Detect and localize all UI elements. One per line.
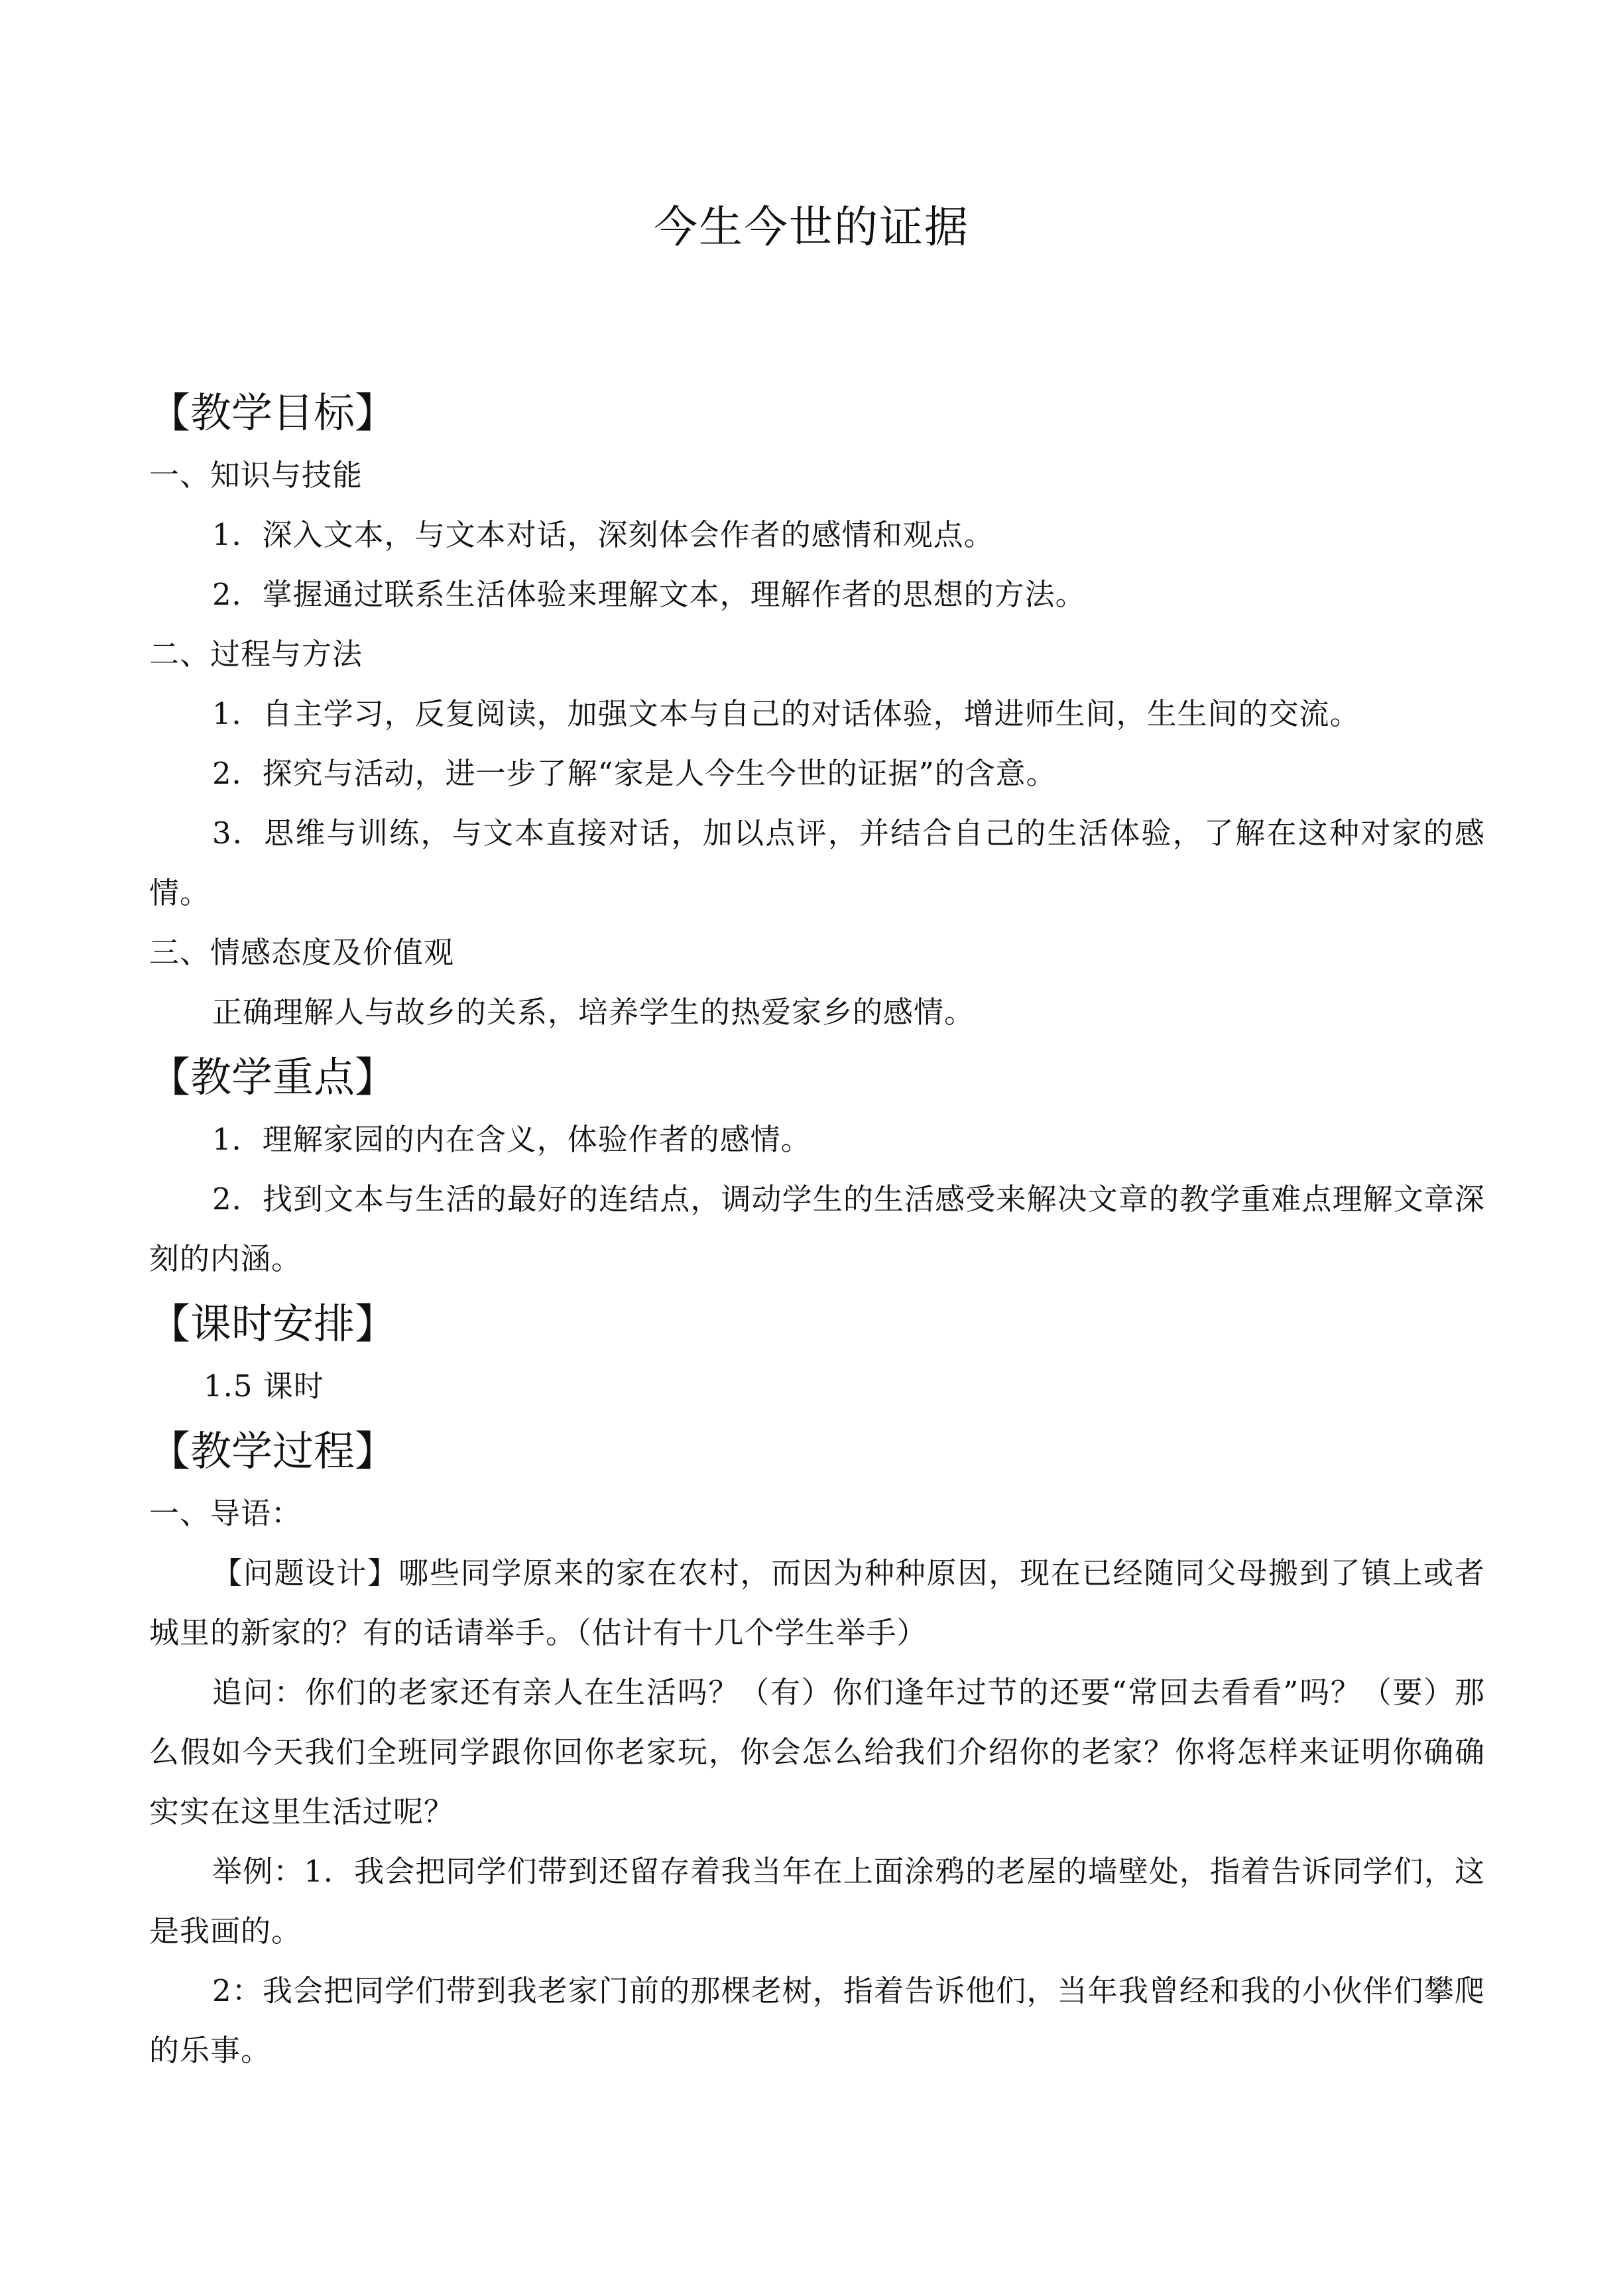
section-heading-objectives: 【教学目标】 (149, 389, 396, 437)
paragraph: 追问：你们的老家还有亲人在生活吗？（有）你们逢年过节的还要“常回去看看”吗？（要）那么假如今天我们全班同学跟你回你老家玩，你会怎么给我们介绍你的老家？你将怎样来证明你确确实实在这里生活过呢？ (149, 1675, 1485, 1829)
list-item: 2．找到文本与生活的最好的连结点，调动学生的生活感受来解决文章的教学重难点理解文章深刻的内涵。 (149, 1181, 1485, 1276)
paragraph: 2：我会把同学们带到我老家门前的那棵老树，指着告诉他们，当年我曾经和我的小伙伴们攀爬的乐事。 (149, 1973, 1485, 2068)
paragraph: 正确理解人与故乡的关系，培养学生的热爱家乡的感情。 (212, 995, 975, 1030)
list-item: 1．深入文本，与文本对话，深刻体会作者的感情和观点。 (212, 517, 994, 552)
list-item: 2．掌握通过联系生活体验来理解文本，理解作者的思想的方法。 (212, 577, 1086, 612)
section-heading-process: 【教学过程】 (149, 1427, 396, 1475)
paragraph: 【问题设计】哪些同学原来的家在农村，而因为种种原因，现在已经随同父母搬到了镇上或者城里的新家的？有的话请举手。（估计有十几个学生举手） (149, 1555, 1485, 1650)
list-item: 2．探究与活动，进一步了解“家是人今生今世的证据”的含意。 (212, 756, 1057, 791)
schedule-text: 1.5 课时 (204, 1368, 324, 1404)
paragraph: 举例：1．我会把同学们带到还留存着我当年在上面涂鸦的老屋的墙壁处，指着告诉同学们，这是我画的。 (149, 1854, 1485, 1949)
subheading-intro: 一、导语： (149, 1496, 302, 1531)
section-heading-keypoints: 【教学重点】 (149, 1053, 396, 1101)
subheading-emotion-values: 三、情感态度及价值观 (149, 935, 455, 970)
subheading-process-method: 二、过程与方法 (149, 636, 363, 672)
list-item: 1．自主学习，反复阅读，加强文本与自己的对话体验，增进师生间，生生间的交流。 (212, 696, 1360, 731)
document-body (149, 378, 1485, 2081)
subheading-knowledge-skills: 一、知识与技能 (149, 457, 363, 493)
document-title: 今生今世的证据 (654, 202, 969, 253)
list-item: 3．思维与训练，与文本直接对话，加以点评，并结合自己的生活体验，了解在这种对家的感情。 (149, 816, 1485, 910)
list-item: 1．理解家园的内在含义，体验作者的感情。 (212, 1122, 812, 1157)
section-heading-schedule: 【课时安排】 (149, 1299, 396, 1348)
